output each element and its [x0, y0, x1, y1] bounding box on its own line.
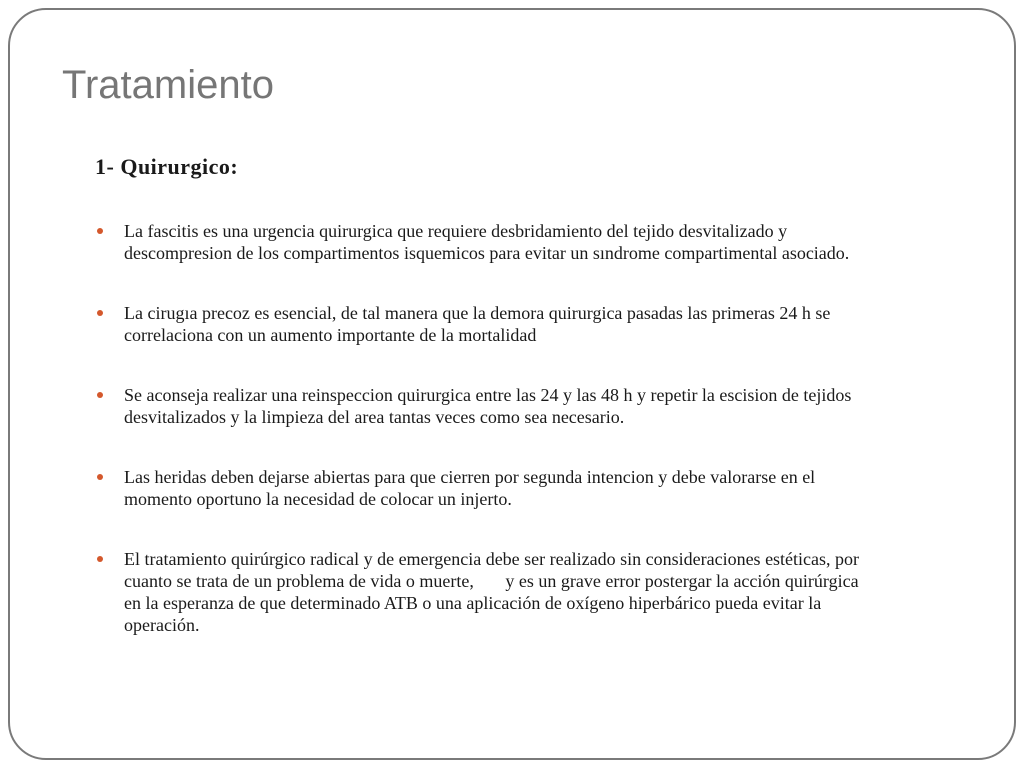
bullet-dot-icon — [97, 474, 103, 480]
bullet-dot-icon — [97, 392, 103, 398]
bullet-line: desvitalizados y la limpieza del area tantas veces como sea necesario. — [124, 407, 625, 427]
bullet-line: La fascitis es una urgencia quirurgica que requiere desbridamiento del tejido desvitalizado y — [124, 221, 788, 241]
bullet-item — [97, 548, 997, 636]
bullet-item — [97, 302, 997, 346]
bullet-line: momento oportuno la necesidad de colocar un injerto. — [124, 489, 512, 509]
bullet-line: La cirugıa precoz es esencial, de tal manera que la demora quirurgica pasadas las primeras 24 h se — [124, 303, 831, 323]
bullet-list — [97, 220, 997, 636]
bullet-line: en la esperanza de que determinado ATB o una aplicación de oxígeno hiperbárico pueda evitar la — [124, 593, 822, 613]
bullet-dot-icon — [97, 228, 103, 234]
bullet-item — [97, 466, 997, 510]
section-heading: 1- Quirurgico: — [95, 154, 239, 179]
bullet-line: correlaciona con un aumento importante de la mortalidad — [124, 325, 537, 345]
bullet-line: operación. — [124, 615, 200, 635]
bullet-line: descompresion de los compartimentos isquemicos para evitar un sındrome compartimental asociado. — [124, 243, 850, 263]
bullet-item — [97, 220, 997, 264]
bullet-line: Las heridas deben dejarse abiertas para que cierren por segunda intencion y debe valorarse en el — [124, 467, 816, 487]
bullet-dot-icon — [97, 556, 103, 562]
bullet-line: El tratamiento quirúrgico radical y de emergencia debe ser realizado sin consideraciones estéticas, por — [124, 549, 860, 569]
bullet-item — [97, 384, 997, 428]
bullet-dot-icon — [97, 310, 103, 316]
bullet-line: Se aconseja realizar una reinspeccion quirurgica entre las 24 y las 48 h y repetir la escision de tejidos — [124, 385, 852, 405]
bullet-line: cuanto se trata de un problema de vida o muerte, y es un grave error postergar la acción quirúrgica — [124, 571, 859, 591]
slide-title: Tratamiento — [62, 63, 274, 107]
